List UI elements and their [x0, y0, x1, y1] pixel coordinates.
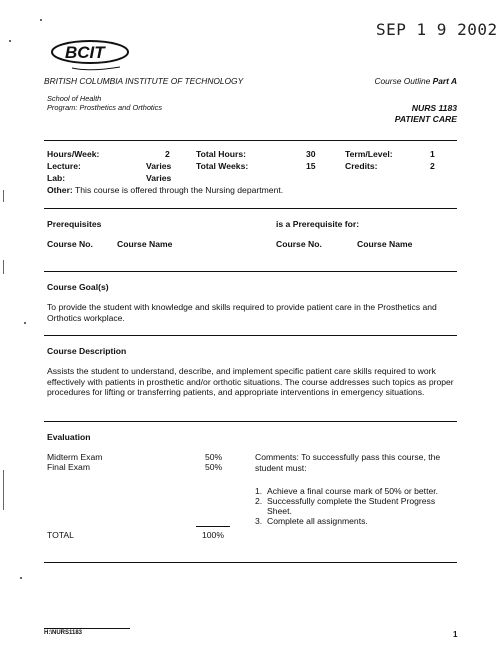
scan-speck [24, 322, 26, 324]
total-hours-value: 30 [306, 149, 316, 159]
prerequisites-heading: Prerequisites [47, 219, 102, 229]
hours-week-label: Hours/Week: [47, 149, 100, 159]
eval-item-weight: 50% [205, 452, 223, 462]
total-label: TOTAL [47, 530, 74, 540]
evaluation-comments: Comments: To successfully pass this course, the student must: [255, 452, 441, 473]
total-value: 100% [202, 530, 224, 540]
received-date-stamp: SEP 1 9 2002 [376, 20, 498, 39]
scan-speck [40, 19, 42, 21]
page-number: 1 [453, 630, 458, 639]
scan-speck [3, 470, 4, 510]
pass-requirements-list [255, 486, 457, 526]
outline-label-line [374, 76, 457, 86]
lab-label: Lab: [47, 173, 66, 183]
term-level-label: Term/Level: [345, 149, 393, 159]
prereq-col-course-name: Course Name [117, 239, 173, 249]
is-prerequisite-heading: is a Prerequisite for: [276, 219, 360, 229]
list-item: 2. Successfully complete the Student Progress Sheet. [255, 496, 436, 516]
outline-part: Part A [432, 76, 457, 86]
course-goals-heading: Course Goal(s) [47, 282, 109, 292]
lecture-value: Varies [146, 161, 172, 171]
list-item: 3. Complete all assignments. [255, 516, 368, 526]
outline-label: Course Outline [374, 76, 431, 86]
eval-item-weight: 50% [205, 462, 223, 472]
institute-name: BRITISH COLUMBIA INSTITUTE OF TECHNOLOGY [44, 76, 244, 86]
is-prereq-col-course-name: Course Name [357, 239, 413, 249]
eval-item-name: Midterm Exam [47, 452, 103, 462]
total-hours-label: Total Hours: [196, 149, 246, 159]
is-prereq-col-course-no: Course No. [276, 239, 322, 249]
divider [44, 335, 457, 336]
footer-rule [44, 628, 130, 629]
course-description-heading: Course Description [47, 346, 127, 356]
credits-label: Credits: [345, 161, 378, 171]
course-title: PATIENT CARE [394, 114, 457, 124]
other-line [47, 185, 283, 195]
other-label: Other: [47, 185, 73, 195]
scan-speck [3, 260, 4, 274]
other-text: This course is offered through the Nursing department. [75, 185, 284, 195]
divider [44, 562, 457, 563]
total-weeks-label: Total Weeks: [196, 161, 249, 171]
divider [44, 208, 457, 209]
program-name: Program: Prosthetics and Orthotics [47, 103, 163, 112]
scan-speck [3, 190, 4, 202]
lab-value: Varies [146, 173, 172, 183]
hours-week-value: 2 [165, 149, 170, 159]
scan-speck [9, 40, 11, 42]
list-item: 1. Achieve a final course mark of 50% or better. [255, 486, 439, 496]
credits-value: 2 [430, 161, 435, 171]
prereq-col-course-no: Course No. [47, 239, 93, 249]
course-description-text: Assists the student to understand, describe, and implement specific patient care skills required to work effectively with patients in prosthetic and/or orthotic situations. The course addresses such topics as proper procedures for lifting or transferring patients, and appropriate interventions in emergency situations. [47, 366, 454, 397]
scan-speck [20, 577, 22, 579]
term-level-value: 1 [430, 149, 435, 159]
total-underline [196, 526, 230, 527]
lecture-label: Lecture: [47, 161, 81, 171]
divider [44, 271, 457, 272]
total-weeks-value: 15 [306, 161, 316, 171]
school-name: School of Health [47, 94, 102, 103]
logo-text: BCIT [65, 43, 105, 62]
course-code: NURS 1183 [411, 103, 457, 113]
divider [44, 140, 457, 141]
divider [44, 421, 457, 422]
bcit-logo [50, 38, 135, 72]
evaluation-heading: Evaluation [47, 432, 91, 442]
course-goals-text: To provide the student with knowledge and skills required to provide patient care in the Prosthetics and Orthotics workplace. [47, 302, 437, 323]
file-reference: H:\NURS1183 [44, 630, 83, 636]
eval-item-name: Final Exam [47, 462, 90, 472]
